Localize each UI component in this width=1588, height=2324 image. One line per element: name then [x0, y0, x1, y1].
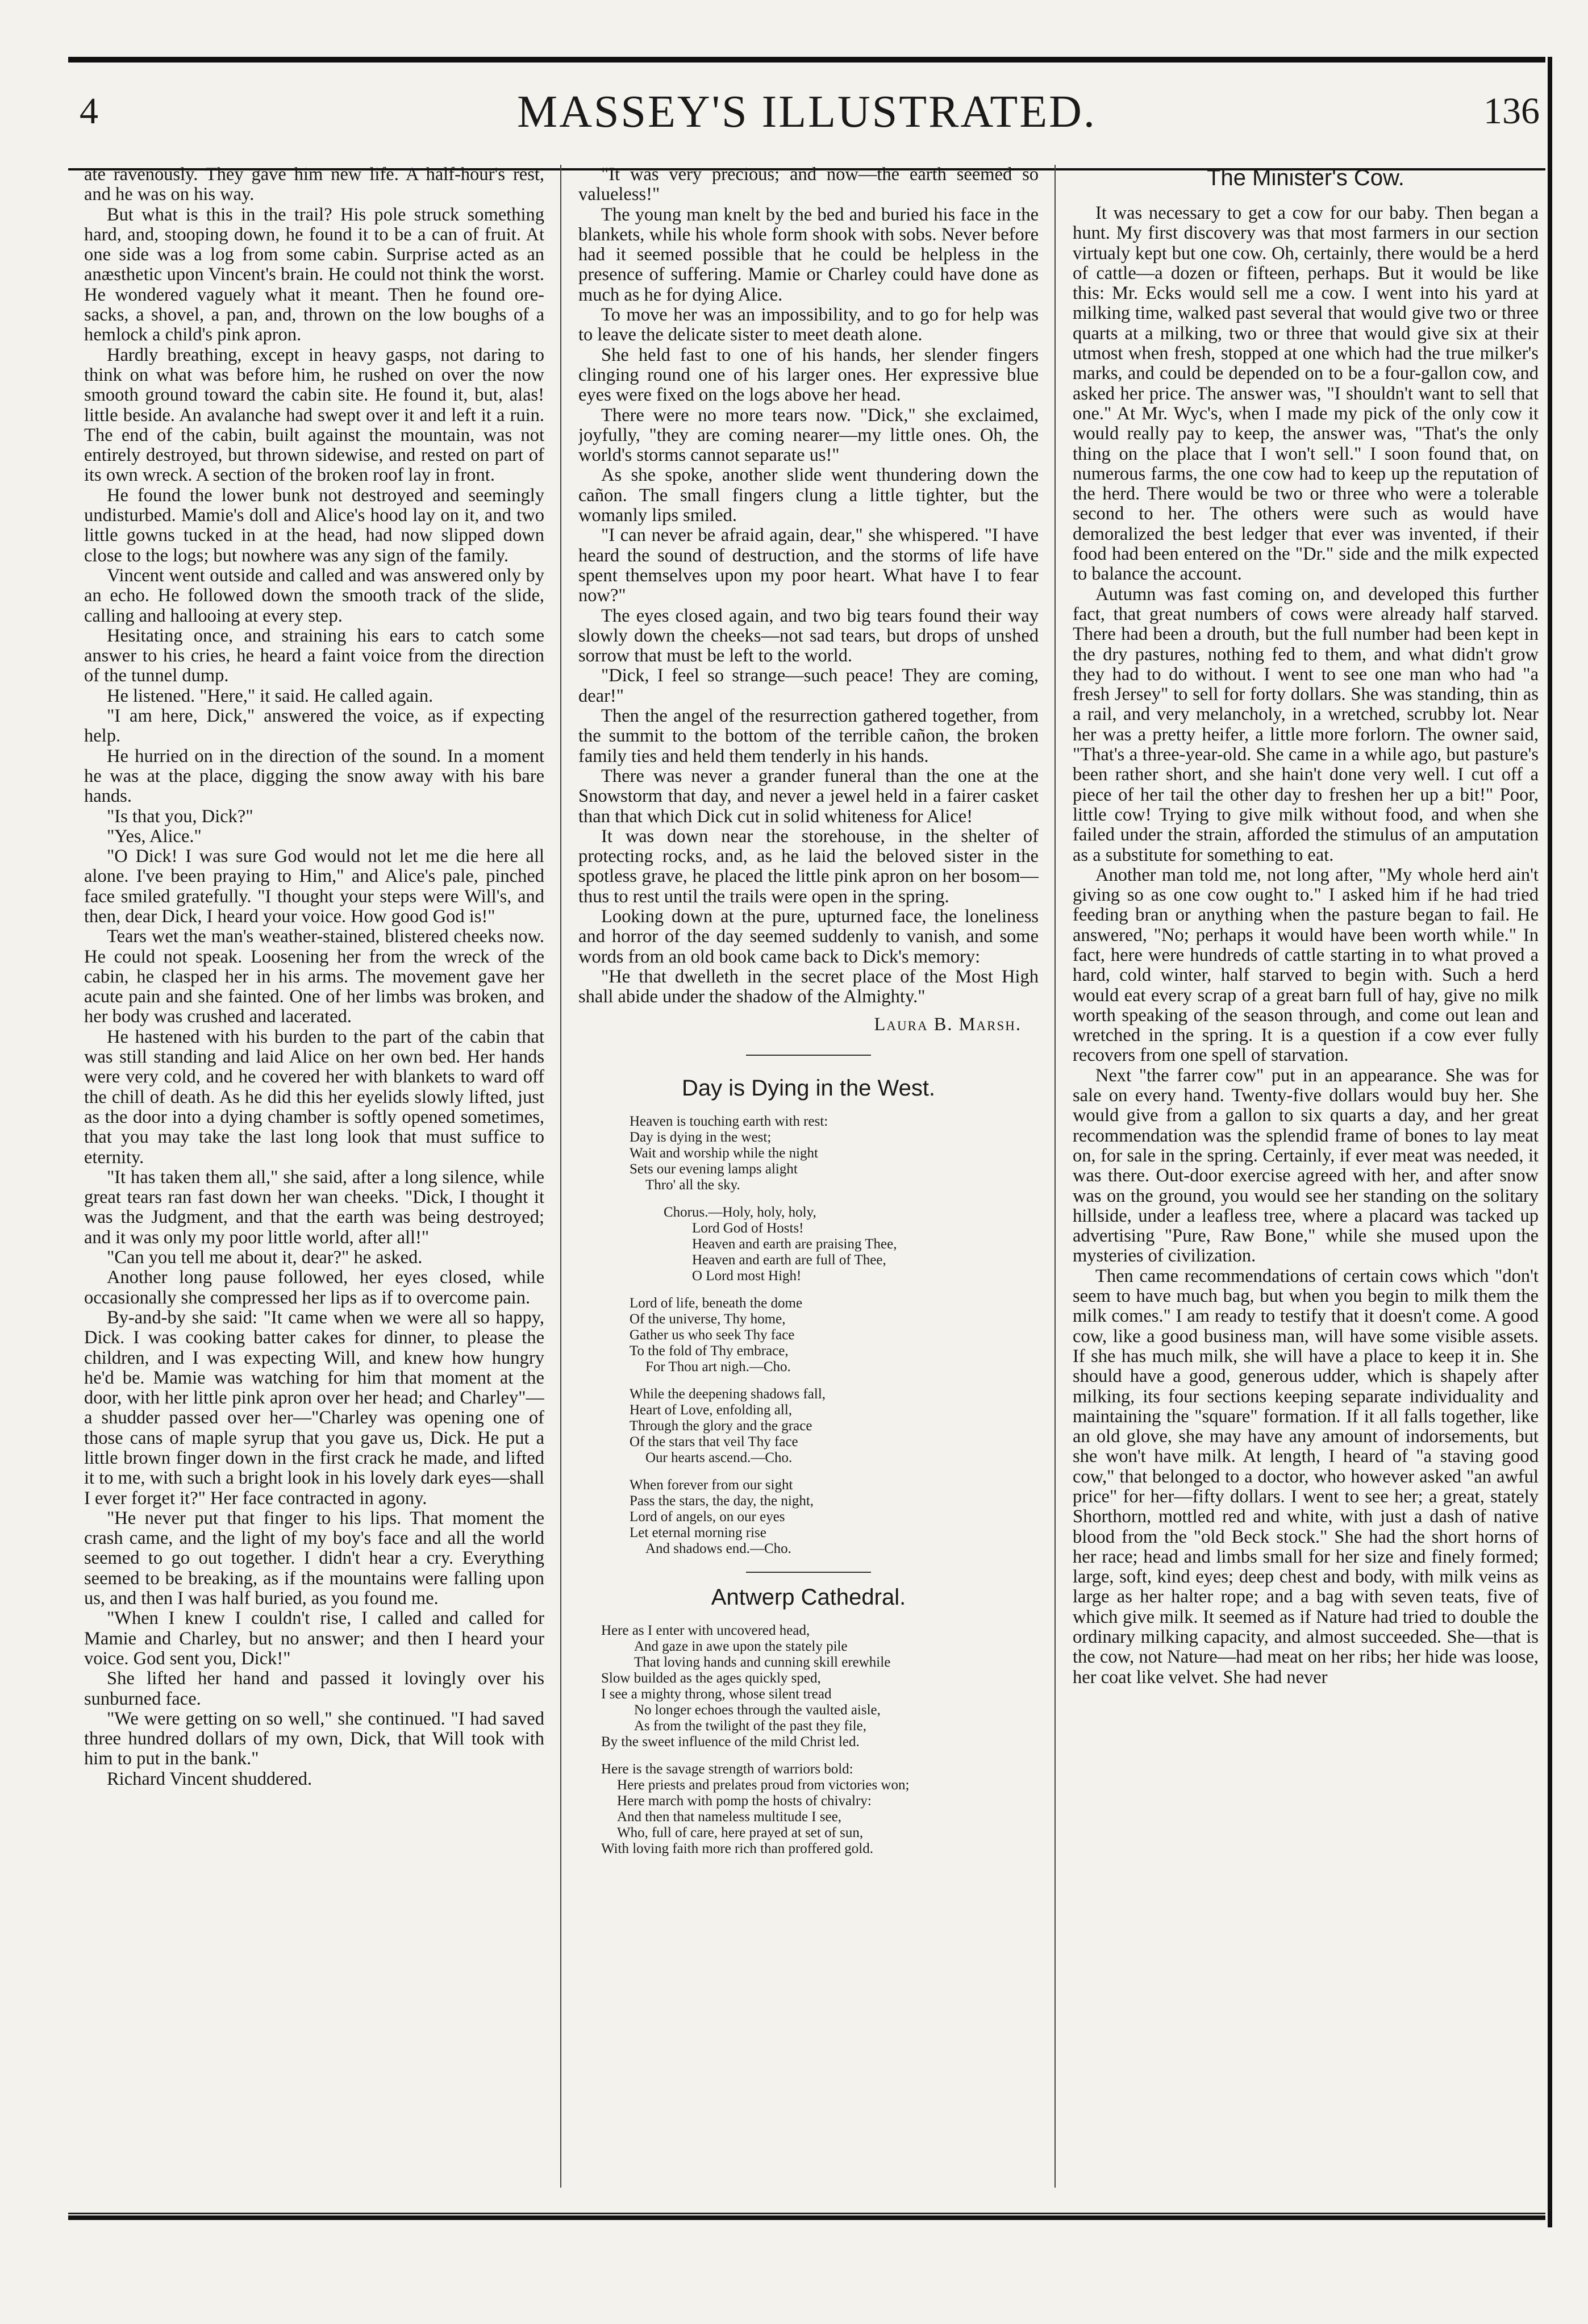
verse-line: Of the stars that veil Thy face: [630, 1434, 798, 1450]
verse-line: Gather us who seek Thy face: [630, 1327, 795, 1343]
section-rule: [746, 1572, 871, 1573]
verse-line: When forever from our sight: [630, 1477, 793, 1493]
column-3: [1073, 165, 1539, 2188]
paragraph: "He that dwelleth in the secret place of the Most High shall abide under the shadow of the Almighty.": [578, 966, 1039, 1007]
page-number-left: 4: [80, 90, 98, 132]
paragraph: "He never put that finger to his lips. That moment the crash came, and the light of my boy's face and all the world seemed to go out together. I didn't hear a cry. Everything seemed to be breaking, as if the mountains were falling upon us, and then I was half buried, as you found me.: [84, 1507, 544, 1609]
paragraph: "When I knew I couldn't rise, I called and called for Mamie and Charley, but no answer; and then I heard your voice. God sent you, Dick!": [84, 1608, 544, 1669]
stanza: [630, 1386, 1039, 1466]
paragraph: Hardly breathing, except in heavy gasps, not daring to think on what was before him, he rushed on over the now smooth ground toward the cabin site. He found it, but, alas! little beside. An avalanche had swept over it and left it a ruin. The end of the cabin, built against the mountain, was not entirely destroyed, but thrown sidewise, and rested on part of its own wreck. A section of the broken roof lay in front.: [84, 344, 544, 486]
paragraph: There was never a grander funeral than the one at the Snowstorm that day, and never a jewel held in a fairer casket than that which Dick cut in solid whiteness for Alice!: [578, 765, 1039, 827]
paragraph: But what is this in the trail? His pole struck something hard, and, stooping down, he found it to be a can of fruit. At one side was a log from some cabin. Surprise acted as an anæsthetic upon Vincent's brain. He could not think the worst. He wondered vaguely what it meant. Then he found ore-sacks, a shovel, a pan, and, thrown on the low boughs of a hemlock a child's pink apron.: [84, 204, 544, 345]
verse-line: Lord of life, beneath the dome: [630, 1295, 803, 1311]
author-signature: Laura B. Marsh.: [874, 1014, 1022, 1035]
page-number-right: 136: [1483, 90, 1540, 132]
page-edge: [1548, 57, 1552, 2227]
paragraph: Vincent went outside and called and was answered only by an echo. He followed down the smooth track of the slide, calling and hallooing at every step.: [84, 565, 544, 626]
stanza: [630, 1477, 1039, 1557]
paragraph: "Can you tell me about it, dear?" he asked.: [107, 1247, 423, 1268]
paragraph: Then came recommendations of certain cows which "don't seem to have much bag, but when you begin to milk them the milk comes." I am ready to testify that it doesn't come. A good cow, like a good business man, will have some visible assets. If she has much milk, she will have a place to keep it in. She should have a good, generous udder, which is shapely after milking, its four sections keeping separate individuality and maintaining the "square" formation. If it all falls together, like an old glove, she may have any amount of indorsements, but she won't have milk. At length, I heard of "a staving good cow," that belonged to a doctor, who however asked "an awful price" for her—fifty dollars. I went to see her; a great, stately Shorthorn, mottled red and white, with just a dash of native blood from the "old Beck stock." She had the short horns of her race; head and limbs small for her size and finely formed; large, soft, kind eyes; deep chest and body, with milk veins as large as her halter rope; and a bag with seven teats, five of which give milk. It seemed as if Nature had tried to double the ordinary milking capacity, and almost succeeded. She—that is the cow, not Nature—had meat on her ribs; her hide was loose, her coat like velvet. She had never: [1073, 1265, 1539, 1688]
paragraph: She held fast to one of his hands, her slender fingers clinging round one of his larger ones. Her expressive blue eyes were fixed on the logs above her head.: [578, 344, 1039, 406]
column-2: [578, 165, 1039, 2188]
stanza: [601, 1623, 1039, 1750]
paragraph: "I can never be afraid again, dear," she whispered. "I have heard the sound of destruction, and the storms of life have spent themselves upon my poor heart. What have I to fear now?": [578, 525, 1039, 606]
stanza: [630, 1114, 1039, 1193]
column-1: [84, 165, 544, 2188]
paragraph: To move her was an impossibility, and to go for help was to leave the delicate sister to meet death alone.: [578, 305, 1039, 345]
paragraph: Looking down at the pure, upturned face, the loneliness and horror of the day seemed suddenly to vanish, and some words from an old book came back to Dick's memory:: [578, 906, 1039, 967]
verse-line: Here march with pomp the hosts of chivalry:: [617, 1793, 872, 1809]
paragraph: Richard Vincent shuddered.: [107, 1768, 312, 1789]
paragraph: It was down near the storehouse, in the shelter of protecting rocks, and, as he laid the beloved sister in the spotless grave, he placed the little pink apron on her bosom—thus to rest until the trails were open in the spring.: [578, 826, 1039, 907]
paragraph: "I am here, Dick," answered the voice, as if expecting help.: [84, 706, 544, 747]
paragraph: By-and-by she said: "It came when we were all so happy, Dick. I was cooking batter cakes for dinner, to please the children, and I was expecting Will, and knew how hungry he'd be. Mamie was watching for him that moment at the door, with her little pink apron over her head; and Charley"—a shudder passed over her—"Charley was opening one of those cans of maple syrup that you gave us, Dick. He put a little brown finger down in the first crack he made, and lifted it to me, with such a bright look in his lovely dark eyes—shall I ever forget it?" Her face contracted in agony.: [84, 1307, 544, 1509]
paragraph: He hurried on in the direction of the sound. In a moment he was at the place, digging the snow away with his bare hands.: [84, 745, 544, 807]
paragraph: "It was very precious; and now—the earth seemed so valueless!": [578, 165, 1039, 205]
paragraph: "It has taken them all," she said, after a long silence, while great tears ran fast down her wan cheeks. "Dick, I thought it was the Judgment, and that the earth was being destroyed; and it was only my poor little world, after all!": [84, 1167, 544, 1248]
column-divider-1: [560, 165, 561, 2188]
verse-line: Here priests and prelates proud from victories won;: [617, 1777, 910, 1793]
verse-line: Slow builded as the ages quickly sped,: [601, 1670, 821, 1686]
verse-line: Who, full of care, here prayed at set of sun,: [617, 1825, 864, 1840]
verse-line: I see a mighty throng, whose silent tread: [601, 1686, 832, 1702]
verse-line: Day is dying in the west;: [630, 1129, 772, 1145]
paragraph: Another long pause followed, her eyes closed, while occasionally she compressed her lips as if to overcome pain.: [84, 1267, 544, 1308]
stanza: [601, 1761, 1039, 1857]
paragraph: Tears wet the man's weather-stained, blistered cheeks now. He could not speak. Loosening her from the wreck of the cabin, he clasped her in his arms. The movement gave her acute pain and she fainted. One of her limbs was broken, and her body was crushed and lacerated.: [84, 926, 544, 1027]
paragraph: He listened. "Here," it said. He called again.: [107, 685, 434, 706]
paragraph: The eyes closed again, and two big tears found their way slowly down the cheeks—not sad tears, but drops of unshed sorrow that must be left to the world.: [578, 605, 1039, 667]
verse-line: With loving faith more rich than proffered gold.: [601, 1840, 873, 1856]
verse-line: To the fold of Thy embrace,: [630, 1343, 789, 1359]
paragraph: Then the angel of the resurrection gathered together, from the summit to the bottom of the terrible cañon, the broken family ties and held them tenderly in his hands.: [578, 706, 1039, 767]
verse-line: And then that nameless multitude I see,: [617, 1809, 842, 1825]
verse-line: And gaze in awe upon the stately pile: [634, 1638, 848, 1654]
paragraph: "Dick, I feel so strange—such peace! They are coming, dear!": [578, 665, 1039, 706]
column-divider-2: [1055, 165, 1056, 2188]
article-title-ministers-cow: The Minister's Cow.: [1207, 165, 1404, 190]
paragraph: As she spoke, another slide went thundering down the cañon. The small fingers clung a little tighter, but the womanly lips smiled.: [578, 465, 1039, 526]
article-ministers-cow: [1073, 203, 1539, 1688]
masthead-title: MASSEY'S ILLUSTRATED.: [517, 87, 1097, 137]
verse-line: Lord God of Hosts!: [692, 1220, 804, 1236]
paragraph: Another man told me, not long after, "My whole herd ain't giving so as one cow ought to." I asked him if he had tried feeding bran or anything when the pasture began to fail. He answered, "No; perhaps it would have been worth while." In fact, here were hundreds of cattle starting in to what proved a hard, cold winter, half starved to begin with. Such a herd would eat every scrap of a great barn full of hay, give no milk worth speaking of the season through, and come out lean and wretched in the spring. It is a question if a cow ever fully recovers from one spell of starvation.: [1073, 864, 1539, 1066]
verse-line: Of the universe, Thy home,: [630, 1311, 786, 1327]
paragraph: "O Dick! I was sure God would not let me die here all alone. I've been praying to Him," and Alice's pale, pinched face smiled gratefully. "I thought your steps were Will's, and then, dear Dick, I heard your voice. How good God is!": [84, 846, 544, 927]
paragraph: Hesitating once, and straining his ears to catch some answer to his cries, he heard a faint voice from the direction of the tunnel dump.: [84, 625, 544, 686]
paragraph: "Yes, Alice.": [107, 826, 202, 847]
paragraph: The young man knelt by the bed and buried his face in the blankets, while his whole form shook with sobs. Never before had it seemed possible that he could be helpless in the presence of suffering. Mamie or Charley could have done as much as he for dying Alice.: [578, 204, 1039, 305]
verse-line: Our hearts ascend.—Cho.: [645, 1450, 793, 1465]
paragraph: Next "the farrer cow" put in an appearance. She was for sale on every hand. Twenty-five dollars would buy her. She would give from a gallon to six quarts a day, and her great recommendation was the splendid frame of bones to lay meat on, for sale in the spring. Certainly, if ever meat was needed, it was there. Out-door exercise agreed with her, and after snow was on the ground, you would see her standing on the solitary hillside, under a leafless tree, where a placard was tacked up advertising "Pure, Raw Bone," while she mused upon the mysteries of civilization.: [1073, 1065, 1539, 1267]
verse-line: Sets our evening lamps alight: [630, 1161, 798, 1177]
stanza: [630, 1296, 1039, 1375]
verse-line: Chorus.—Holy, holy, holy,: [664, 1204, 816, 1220]
verse-line: While the deepening shadows fall,: [630, 1386, 826, 1402]
verse-line: That loving hands and cunning skill erewhile: [634, 1654, 891, 1670]
story-continuation: [578, 165, 1039, 1007]
verse-line: Pass the stars, the day, the night,: [630, 1493, 814, 1509]
poem-title-antwerp-cathedral: Antwerp Cathedral.: [711, 1584, 906, 1610]
verse-line: No longer echoes through the vaulted aisle,: [634, 1702, 881, 1718]
verse-line: Here as I enter with uncovered head,: [601, 1622, 810, 1638]
verse-line: O Lord most High!: [692, 1268, 802, 1284]
stanza: [630, 1205, 1039, 1284]
poem-antwerp-cathedral: [578, 1623, 1039, 1857]
paragraph: "We were getting on so well," she continued. "I had saved three hundred dollars of my own, Dick, that Will took with him to put in the bank.": [84, 1708, 544, 1769]
paragraph: ate ravenously. They gave him new life. A half-hour's rest, and he was on his way.: [84, 165, 544, 205]
verse-line: Thro' all the sky.: [645, 1177, 740, 1193]
verse-line: Through the glory and the grace: [630, 1418, 812, 1434]
poem-title-day-is-dying: Day is Dying in the West.: [681, 1075, 936, 1101]
paragraph: It was necessary to get a cow for our baby. Then began a hunt. My first discovery was that most farmers in our section virtualy kept but one cow. Oh, certainly, there would be a herd of cattle—a dozen or fifteen, perhaps. But it would be like this: Mr. Ecks would sell me a cow. I went into his yard at milking time, walked past several that would give two or three quarts at a milking, two or three that would give six at their utmost when fresh, stopped at one which had the true milker's marks, and could be depended on to be a four-gallon cow, and asked her price. The answer was, "I shouldn't want to sell that one." At Mr. Wyc's, when I made my pick of the only cow it would really pay to keep, the answer was, "That's the only thing on the place that I won't sell." I soon found that, on numerous farms, the one cow had to keep up the reputation of the herd. There would be two or three who were a tolerable second to her. The others were such as would have demoralized the best ledger that ever was invented, if their food had been entered on the "Dr." side and the milk expected to balance the account.: [1073, 203, 1539, 585]
verse-line: Let eternal morning rise: [630, 1525, 766, 1540]
verse-line: Wait and worship while the night: [630, 1145, 818, 1161]
verse-line: Heaven and earth are full of Thee,: [692, 1252, 886, 1268]
verse-line: For Thou art nigh.—Cho.: [645, 1359, 791, 1375]
top-rule: [68, 57, 1545, 63]
newspaper-page: [68, 57, 1545, 2284]
verse-line: Lord of angels, on our eyes: [630, 1509, 785, 1525]
verse-line: Heaven and earth are praising Thee,: [692, 1236, 897, 1252]
paragraph: He found the lower bunk not destroyed and seemingly undisturbed. Mamie's doll and Alice's hood lay on it, and two little gowns tucked in at the head, had now slipped down close to the logs; but nowhere was any sign of the family.: [84, 485, 544, 566]
verse-line: And shadows end.—Cho.: [645, 1540, 791, 1556]
bottom-rule: [68, 2210, 1545, 2221]
verse-line: As from the twilight of the past they file,: [634, 1718, 866, 1734]
paragraph: Autumn was fast coming on, and developed this further fact, that great numbers of cows were already half starved. There had been a drouth, but the full number had been kept in the dry pastures, nothing fed to them, and what didn't grow they had to do without. I went to see one man who had "a fresh Jersey" to sell for forty dollars. She was standing, thin as a rail, and very melancholy, in a wretched, scrubby lot. Near her was a pretty heifer, a little more forlorn. The owner said, "That's a three-year-old. She came in a while ago, but pasture's been rather short, and she hain't done very well. I cut off a piece of her tail the other day to freshen her up a bit!" Poor, little cow! Trying to give milk without food, and when she failed under the strain, afforded the stimulus of an amputation as a substitute for something to eat.: [1073, 584, 1539, 865]
paragraph: He hastened with his burden to the part of the cabin that was still standing and laid Alice on her own bed. Her hands were very cold, and he covered her with blankets to ward off the chill of death. As he did this her eyelids slowly lifted, just as the door into a dying chamber is softly opened sometimes, that you may take the last long look that must suffice to eternity.: [84, 1026, 544, 1168]
page-header: [68, 78, 1545, 152]
verse-line: Heart of Love, enfolding all,: [630, 1402, 793, 1418]
verse-line: Heaven is touching earth with rest:: [630, 1113, 828, 1129]
poem-day-is-dying: [578, 1114, 1039, 1557]
paragraph: She lifted her hand and passed it lovingly over his sunburned face.: [84, 1668, 544, 1709]
paragraph: There were no more tears now. "Dick," she exclaimed, joyfully, "they are coming nearer—my little ones. Oh, the world's storms cannot separate us!": [578, 405, 1039, 466]
verse-line: Here is the savage strength of warriors bold:: [601, 1761, 853, 1777]
paragraph: "Is that you, Dick?": [107, 806, 253, 827]
verse-line: By the sweet influence of the mild Christ led.: [601, 1734, 860, 1750]
section-rule: [746, 1055, 871, 1056]
